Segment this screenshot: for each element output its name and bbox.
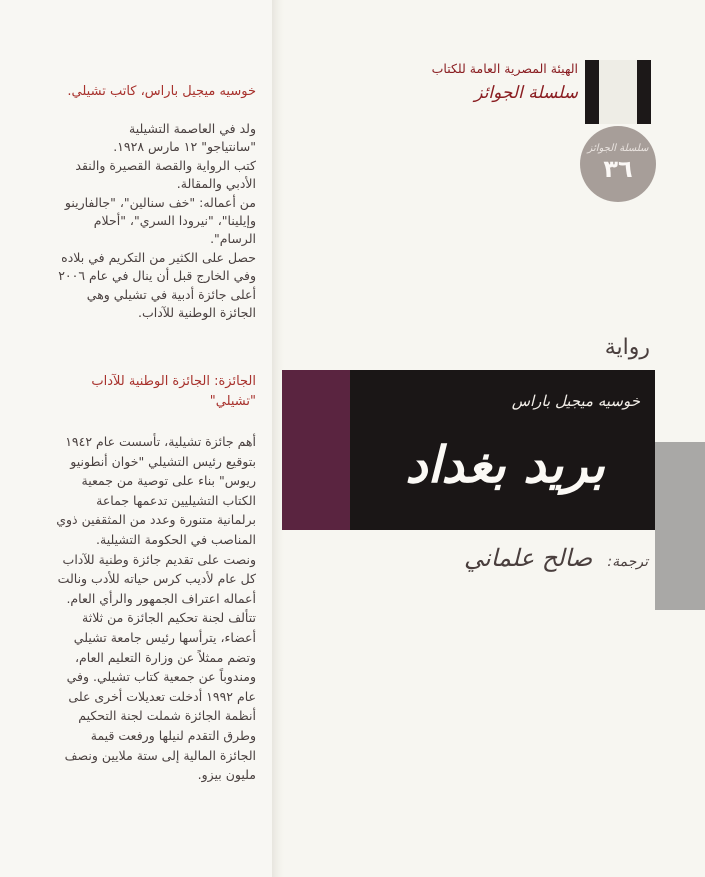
- author-name: خوسيه ميجيل باراس: [511, 392, 640, 410]
- award-line: تتألف لجنة تحكيم الجائزة من ثلاثة: [82, 610, 256, 626]
- bio-line: من أعماله: "خف سنالين"، "جالفارينو: [64, 194, 256, 210]
- series-strip-inset: [599, 60, 637, 124]
- award-line: الكتاب التشيليين تدعمها جماعة: [96, 492, 256, 508]
- award-line: أهم جائزة تشيلية، تأسست عام ١٩٤٢: [65, 434, 256, 449]
- translator-credit: [420, 544, 648, 572]
- bio-line: كتب الرواية والقصة القصيرة والنقد: [75, 157, 256, 173]
- bio-line: ولد في العاصمة التشيلية: [129, 121, 256, 136]
- award-heading: الجائزة: الجائزة الوطنية للآداب: [91, 374, 256, 389]
- award-line: الجائزة المالية إلى ستة ملايين ونصف: [64, 747, 256, 763]
- bio-line: وإيلينا"، "نيرودا السري"، "أحلام: [93, 213, 256, 229]
- award-line: المناصب في الحكومة التشيلية.: [96, 531, 256, 547]
- bio-line: الأدبي والمقالة.: [176, 176, 256, 192]
- badge-number: ٣٦: [603, 154, 633, 183]
- award-line: ريوس" بناء على توصية من جمعية: [81, 473, 256, 489]
- award-line: أنظمة الجائزة شملت لجنة التحكيم: [78, 708, 256, 724]
- series-number-badge: [580, 126, 656, 202]
- award-line: بتوقيع رئيس التشيلي "خوان أنطونيو: [70, 453, 256, 469]
- bio-line: حصل على الكثير من التكريم في بلاده: [61, 249, 256, 265]
- award-line: مليون بيزو.: [197, 767, 256, 783]
- purple-accent-block: [282, 370, 350, 530]
- publisher-name: الهيئة المصرية العامة للكتاب: [431, 61, 578, 76]
- award-line: برلمانية متنورة وعدد من المثقفين ذوي: [56, 512, 256, 528]
- author-heading: خوسيه ميجيل باراس، كاتب تشيلي.: [67, 84, 256, 99]
- bio-line: أعلى جائزة أدبية في تشيلي وهي: [86, 286, 256, 302]
- series-name: سلسلة الجوائز: [474, 83, 578, 103]
- bio-line: وفي الخارج قبل أن ينال في عام ٢٠٠٦: [58, 268, 256, 284]
- award-line: وطرق التقدم لنيلها ورفعت قيمة: [90, 727, 256, 743]
- award-line: كل عام لأديب كرس حياته للأدب ونالت: [57, 571, 256, 587]
- bio-line: الجائزة الوطنية للآداب.: [137, 305, 256, 321]
- award-description: [11, 432, 256, 785]
- translator-name: صالح علماني: [464, 544, 593, 572]
- award-line: أعضاء، يترأسها رئيس جامعة تشيلي: [73, 629, 256, 645]
- award-line: ونصت على تقديم جائزة وطنية للآداب: [62, 551, 256, 567]
- translator-label: ترجمة:: [607, 554, 648, 570]
- gray-accent-block: [655, 442, 705, 610]
- genre-label: رواية: [604, 335, 650, 360]
- award-heading-country: "تشيلي": [209, 394, 256, 409]
- award-line: ومندوباً عن جمعية كتاب تشيلي. وفي: [66, 669, 256, 685]
- bio-line: "سانتياجو" ١٢ مارس ١٩٢٨.: [113, 139, 256, 155]
- book-title: بريد بغداد: [405, 435, 605, 494]
- award-line: وتضم ممثلاً عن وزارة التعليم العام،: [74, 649, 256, 665]
- badge-series-label: سلسلة الجوائز: [587, 142, 649, 154]
- bio-line: الرسام".: [210, 231, 256, 247]
- award-line: أعماله اعتراف الجمهور والرأي العام.: [66, 590, 256, 606]
- author-bio: [31, 120, 256, 322]
- award-line: عام ١٩٩٢ أدخلت تعديلات أخرى على: [68, 688, 256, 704]
